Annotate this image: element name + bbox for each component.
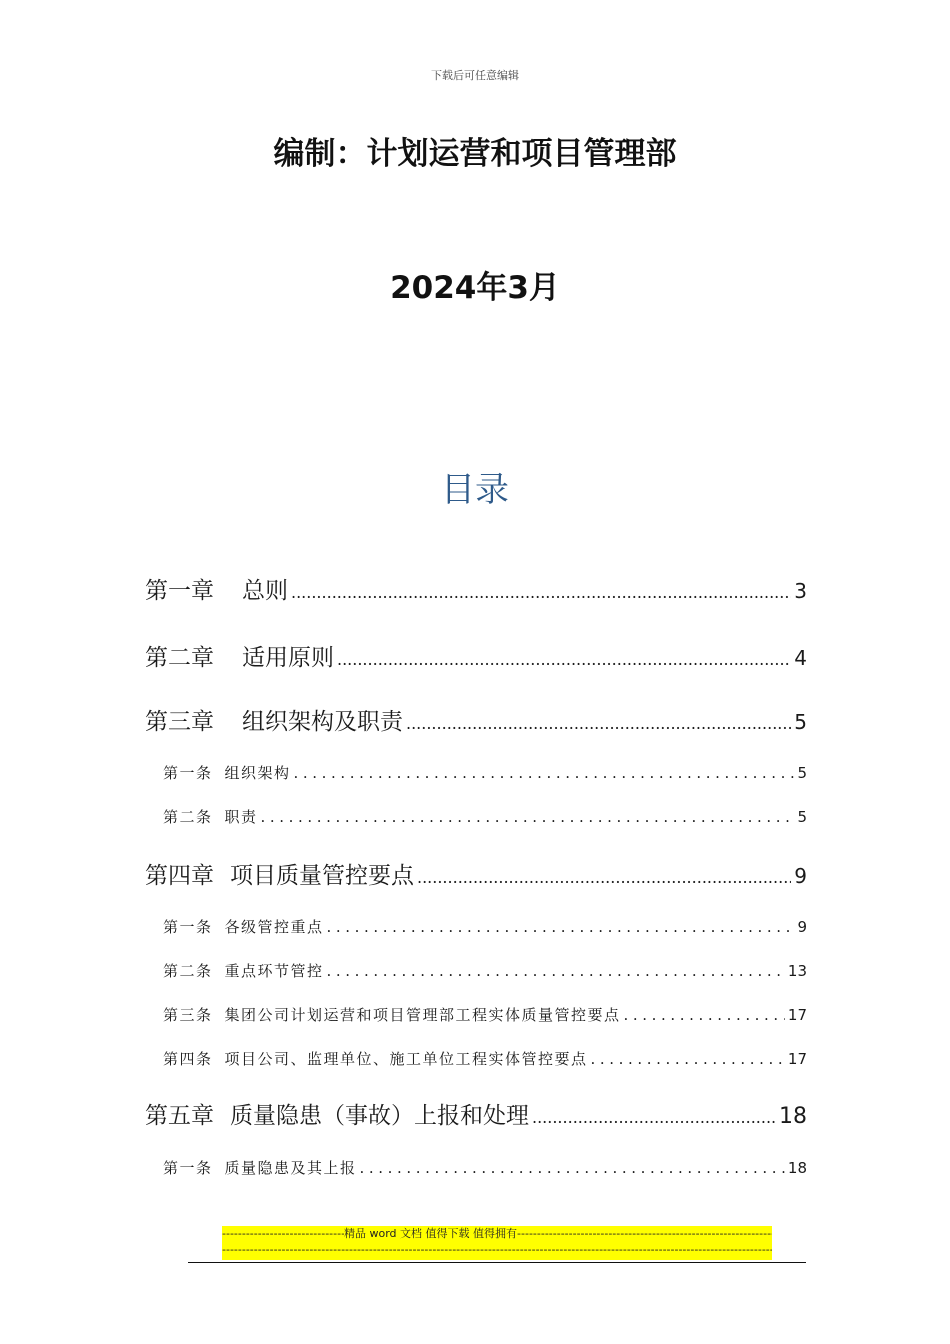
footer-banner xyxy=(222,1226,772,1260)
toc-leader-dots xyxy=(327,918,795,936)
toc-entry-label: 项目公司、监理单位、施工单位工程实体管控要点 xyxy=(224,1050,588,1068)
toc-entry[interactable] xyxy=(145,572,807,605)
toc-entry-number: 第三章 xyxy=(145,709,214,735)
toc-entry-page: 4 xyxy=(794,646,807,670)
document-date: 2024年3月 xyxy=(390,270,560,306)
toc-entry-number: 第四条 xyxy=(163,1050,213,1068)
toc-entry[interactable] xyxy=(145,857,807,890)
toc-entry[interactable] xyxy=(145,1097,807,1130)
toc-entry[interactable] xyxy=(145,639,807,672)
toc-entry-page: 9 xyxy=(797,918,807,936)
toc-entry-page: 13 xyxy=(787,962,807,980)
toc-entry-page: 18 xyxy=(779,1104,807,1129)
toc-entry-label: 适用原则 xyxy=(242,645,334,671)
toc-heading: 目录 xyxy=(441,470,509,510)
toc-leader-dots xyxy=(261,808,795,826)
toc-entry-page: 17 xyxy=(787,1006,807,1024)
toc-entry-page: 18 xyxy=(787,1159,807,1177)
footer-banner-text: 精品 word 文档 值得下载 值得拥有 xyxy=(344,1227,518,1240)
toc-entry[interactable] xyxy=(163,1004,807,1025)
toc-entry-label: 集团公司计划运营和项目管理部工程实体质量管控要点 xyxy=(224,1006,621,1024)
toc-entry[interactable] xyxy=(163,762,807,783)
toc-leader-dots xyxy=(406,714,791,733)
toc-leader-dots xyxy=(337,650,791,669)
toc-entry-label: 各级管控重点 xyxy=(224,918,324,936)
footer-dash-left xyxy=(222,1226,344,1242)
toc-entry-number: 第一章 xyxy=(145,578,214,604)
footer-dash-line xyxy=(222,1242,772,1258)
toc-leader-dots xyxy=(291,583,791,602)
toc-entry-page: 5 xyxy=(794,710,807,734)
toc-leader-dots xyxy=(624,1006,785,1024)
toc-entry-number: 第四章 xyxy=(145,863,214,889)
toc-entry-page: 5 xyxy=(797,764,807,782)
toc-entry-number: 第一条 xyxy=(163,1159,213,1177)
toc-entry-page: 3 xyxy=(794,579,807,603)
toc-leader-dots xyxy=(532,1108,776,1127)
toc-entry-label: 质量隐患（事故）上报和处理 xyxy=(230,1103,529,1129)
document-title: 编制：计划运营和项目管理部 xyxy=(273,136,677,172)
toc-entry[interactable] xyxy=(163,916,807,937)
toc-entry-label: 重点环节管控 xyxy=(224,962,324,980)
toc-entry-number: 第二条 xyxy=(163,962,213,980)
toc-entry-label: 总则 xyxy=(242,578,288,604)
toc-entry[interactable] xyxy=(163,1048,807,1069)
toc-entry-label: 质量隐患及其上报 xyxy=(224,1159,357,1177)
toc-leader-dots xyxy=(591,1050,785,1068)
footer-rule xyxy=(188,1262,806,1263)
toc-entry-number: 第三条 xyxy=(163,1006,213,1024)
toc-leader-dots xyxy=(417,868,791,887)
toc-entry-page: 9 xyxy=(794,864,807,888)
toc-entry-label: 项目质量管控要点 xyxy=(230,863,414,889)
header-note: 下载后可任意编辑 xyxy=(431,69,519,82)
toc-entry[interactable] xyxy=(163,806,807,827)
toc-entry-label: 组织架构 xyxy=(224,764,291,782)
toc-leader-dots xyxy=(327,962,785,980)
toc-entry-page: 5 xyxy=(797,808,807,826)
footer-dash-right xyxy=(517,1226,772,1242)
toc-entry-number: 第一条 xyxy=(163,764,213,782)
toc-entry-label: 职责 xyxy=(224,808,258,826)
toc-entry-number: 第五章 xyxy=(145,1103,214,1129)
toc-entry-number: 第二条 xyxy=(163,808,213,826)
toc-entry[interactable] xyxy=(163,960,807,981)
toc-leader-dots xyxy=(360,1159,785,1177)
footer-banner-line xyxy=(222,1226,772,1242)
toc-leader-dots xyxy=(294,764,795,782)
toc-entry-number: 第二章 xyxy=(145,645,214,671)
toc-entry-page: 17 xyxy=(787,1050,807,1068)
toc-entry[interactable] xyxy=(145,703,807,736)
toc-entry-label: 组织架构及职责 xyxy=(242,709,403,735)
toc-entry[interactable] xyxy=(163,1157,807,1178)
toc-entry-number: 第一条 xyxy=(163,918,213,936)
